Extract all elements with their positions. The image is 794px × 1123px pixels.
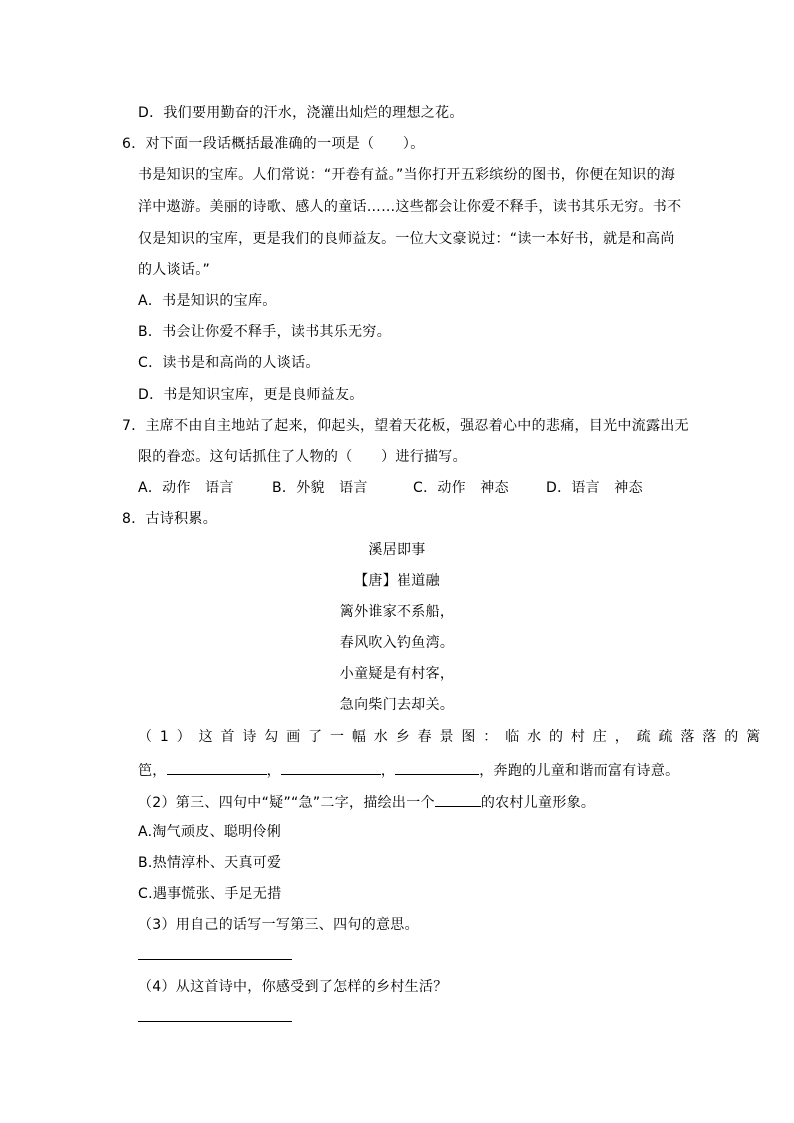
q7-stem-line-2: 限的眷恋。这句话抓住了人物的（ ）进行描写。: [138, 449, 467, 465]
q6-option-c: C．读书是和高尚的人谈话。: [138, 355, 320, 371]
q8-sub2-option-c: C.遇事慌张、手足无措: [138, 886, 282, 902]
answer-blank-1[interactable]: [167, 759, 267, 775]
q8-sub2-option-b: B.热情淳朴、天真可爱: [138, 855, 282, 871]
q8-sub2-prefix: （2）第三、四句中“疑”“急”二字，描绘出一个: [138, 795, 435, 811]
q8-sub3-stem: （3）用自己的话写一写第三、四句的意思。: [138, 917, 419, 933]
answer-blank-2[interactable]: [281, 759, 381, 775]
q6-option-d: D．书是知识宝库，更是良师益友。: [138, 387, 364, 403]
poem-line-1: 篱外谁家不系船，: [339, 604, 455, 620]
q8-sub1-line-2: [138, 759, 679, 779]
q5-option-d: D．我们要用勤奋的汗水，浇灌出灿烂的理想之花。: [138, 105, 464, 121]
q7-option-d: D．语言 神态: [546, 480, 643, 496]
answer-blank-3[interactable]: [395, 759, 479, 775]
q8-sub2-stem: [138, 791, 595, 811]
q6-passage-line-4: 的人谈话。”: [138, 262, 211, 278]
q6-passage-line-1: 书是知识的宝库。人们常说：“开卷有益。”当你打开五彩缤纷的图书，你便在知识的海: [138, 167, 676, 183]
q8-sub1-line-2-start: 笆，: [138, 763, 167, 779]
poem-line-4: 急向柴门去却关。: [339, 697, 455, 713]
q8-sub2-option-a: A.淘气顽皮、聪明伶俐: [138, 824, 282, 840]
q8-sub1-separator-1: ，: [266, 763, 281, 779]
answer-blank-4[interactable]: [435, 791, 481, 807]
q8-sub1-line-1: （1）这首诗勾画了一幅水乡春景图：临水的村庄，疏疏落落的篱: [138, 729, 769, 745]
q6-passage-line-2: 洋中遨游。美丽的诗歌、感人的童话……这些都会让你爱不释手，读书其乐无穷。书不: [138, 199, 682, 215]
q6-passage-line-3: 仅是知识的宝库，更是我们的良师益友。一位大文豪说过：“读一本好书，就是和高尚: [138, 231, 675, 247]
poem-line-2: 春风吹入钓鱼湾。: [339, 635, 455, 651]
q6-stem: 6．对下面一段话概括最准确的一项是（ ）。: [122, 136, 425, 152]
q8-sub4-stem: （4）从这首诗中，你感受到了怎样的乡村生活？: [138, 979, 448, 995]
q8-sub1-separator-2: ，: [380, 763, 396, 779]
q8-sub1-line-2-end: ，奔跑的儿童和谐而富有诗意。: [479, 763, 680, 779]
answer-line-sub4[interactable]: [138, 1021, 292, 1022]
poem-line-3: 小童疑是有村客，: [339, 666, 455, 682]
q7-option-c: C．动作 神态: [413, 480, 509, 496]
q6-option-b: B．书会让你爱不释手，读书其乐无穷。: [138, 324, 392, 340]
poem-title: 溪居即事: [368, 542, 426, 558]
q7-option-a: A．动作 语言: [138, 480, 234, 496]
q7-option-b: B．外貌 语言: [272, 480, 368, 496]
q7-stem-line-1: 7．主席不由自主地站了起来，仰起头，望着天花板，强忍着心中的悲痛，目光中流露出无: [122, 418, 689, 434]
q8-sub2-suffix: 的农村儿童形象。: [480, 795, 596, 811]
answer-line-sub3[interactable]: [138, 959, 292, 960]
q8-stem: 8．古诗积累。: [122, 511, 218, 527]
poem-author: 【唐】崔道融: [354, 573, 440, 589]
q6-option-a: A．书是知识的宝库。: [138, 293, 277, 309]
